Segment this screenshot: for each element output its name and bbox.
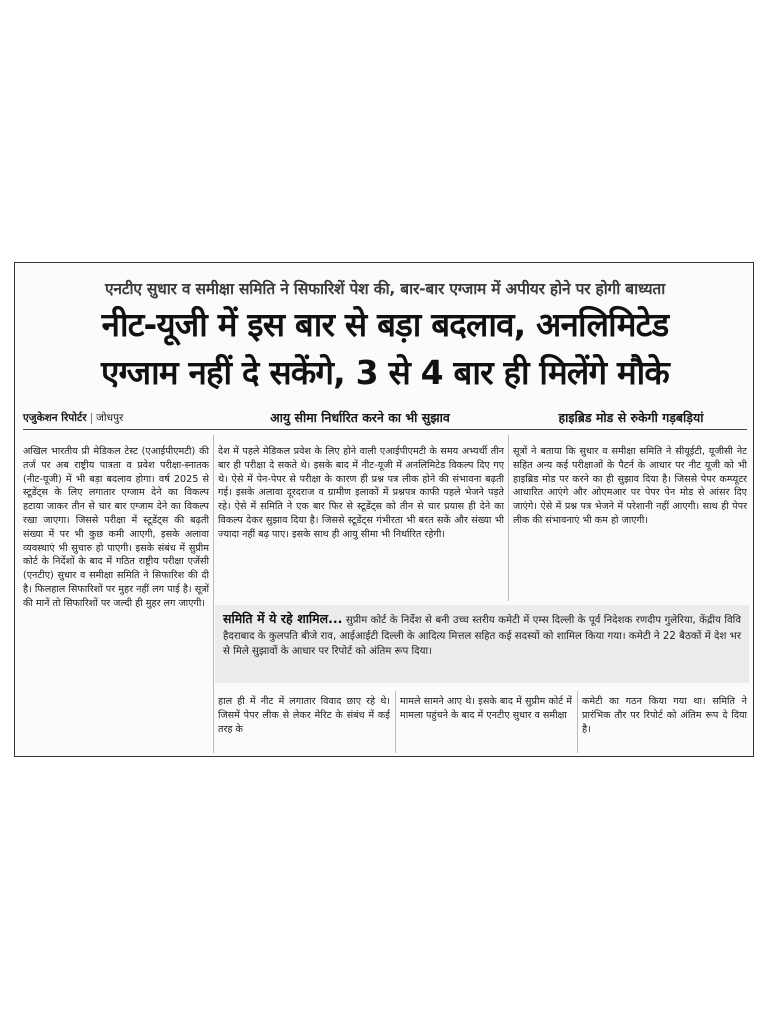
byline-city: जोधपुर (96, 412, 124, 424)
kicker-line: एनटीए सुधार व समीक्षा समिति ने सिफारिशें पेश की, बार-बार एग्जाम में अपीयर होने पर होगी बाध्यता (104, 280, 666, 298)
byline-reporter: एजुकेशन रिपोर्टर (23, 412, 87, 424)
column-divider (213, 435, 214, 753)
byline: एजुकेशन रिपोर्टर | जोधपुर (23, 412, 124, 424)
headline-line-2: एग्जाम नहीं दे सकेंगे, 3 से 4 बार ही मिलेंगे मौके (101, 353, 669, 392)
bottom-column-1-text: हाल ही में नीट में लगातार विवाद छाए रहे थे। जिसमें पेपर लीक से लेकर मेरिट के संबंध में कई तरह के (218, 696, 390, 735)
members-box-lead: समिति में ये रहे शामिल... (223, 611, 343, 626)
members-box-text: सुप्रीम कोर्ट के निर्देश से बनी उच्च स्तरीय कमेटी में एम्स दिल्ली के पूर्व निदेशक रणदीप गुलेरिया, केंद्रीय विवि हैदराबाद के कुलपति बीजे राव, आईआईटी दिल्ली के आदित्य मित्तल सहित कई सदस्यों को शामिल किया गया। कमेटी ने 22 बैठकों में देश भर से मिले सुझावों के आधार पर रिपोर्ट को अंतिम रूप दिया। (223, 615, 741, 657)
column-3-text: सूत्रों ने बताया कि सुधार व समीक्षा समिति ने सीयूईटी, यूजीसी नेट सहित अन्य कई परीक्षाओं के पैटर्न के आधार पर नीट यूजी को भी हाइब्रिड मोड पर करने का ही सुझाव दिया है। जिससे पेपर कम्प्यूटर आधारित आएंगे और ओएमआर पर पेपर पेन मोड से आंसर दिए जाएंगे। ऐसे में प्रश्न पत्र भेजने में परेशानी नहीं आएगी। साथ ही पेपर लीक की संभावनाएं भी कम हो जाएगी। (513, 446, 747, 526)
headline-line-1: नीट-यूजी में इस बार से बड़ा बदलाव, अनलिमिटेड (101, 305, 669, 344)
column-2-text: देश में पहले मेडिकल प्रवेश के लिए होने वाली एआईपीएमटी के समय अभ्यर्थी तीन बार ही परीक्षा दे सकते थे। इसके बाद में नीट-यूजी में अनलिमिटेड विकल्प दिए गए थे। ऐसे में पेन-पेपर से परीक्षा के कारण ही प्रश्न पत्र लीक होने की संभावना बढ़ती गई। इसके अलावा दूरदराज व ग्रामीण इलाकों में प्रश्नपत्र काफी पहले भेजने पड़ते रहे। ऐसे में समिति ने एक बार फिर से स्टूडेंट्स को तीन से चार प्रयास ही देने का विकल्प देकर सुझाव दिया है। जिससे स्टूडेंट्स गंभीरता भी बरत सकें और संख्या भी ज्यादा नहीं बढ़ पाए। इसके साथ ही आयु सीमा भी निर्धारित रहेगी। (218, 446, 504, 540)
header-rule (23, 429, 747, 430)
newspaper-clipping (14, 262, 754, 757)
column-1-text: अखिल भारतीय प्री मेडिकल टेस्ट (एआईपीएमटी) की तर्ज पर अब राष्ट्रीय पात्रता व प्रवेश परीक्षा-स्नातक (नीट-यूजी) में भी बड़ा बदलाव होगा। वर्ष 2025 से स्टूडेंट्स के लिए लगातार एग्जाम देने का विकल्प हटाया जाकर तीन से चार बार एग्जाम देने का विकल्प रखा जाएगा। जिससे परीक्षा में स्टूडेंट्स की बढ़ती संख्या में पर भी कुछ कमी आएगी, इसके अलावा व्यवस्थाएं भी सुचारु हो पाएगी। इसके संबंध में सुप्रीम कोर्ट के निर्देशों के बाद में गठित राष्ट्रीय परीक्षा एजेंसी (एनटीए) सुधार व समीक्षा समिति ने सिफारिश की दी है। फिलहाल सिफारिशों पर मुहर नहीं लग पाई है। सूत्रों की मानें तो सिफारिशों पर जल्दी ही मुहर लग जाएगी। (23, 446, 209, 609)
column-divider (577, 691, 578, 753)
subhead-age-limit: आयु सीमा निर्धारित करने का भी सुझाव (270, 410, 450, 425)
bottom-column-3-text: कमेटी का गठन किया गया था। समिति ने प्रारंभिक तौर पर रिपोर्ट को अंतिम रूप दे दिया है। (582, 696, 747, 735)
column-divider (508, 435, 509, 601)
column-divider (395, 691, 396, 753)
members-box (215, 605, 749, 683)
subhead-hybrid-mode: हाइब्रिड मोड से रुकेगी गड़बड़ियां (558, 410, 704, 425)
bottom-column-2-text: मामले सामने आए थे। इसके बाद में सुप्रीम कोर्ट में मामला पहुंचने के बाद में एनटीए सुधार व समीक्षा (400, 696, 572, 721)
